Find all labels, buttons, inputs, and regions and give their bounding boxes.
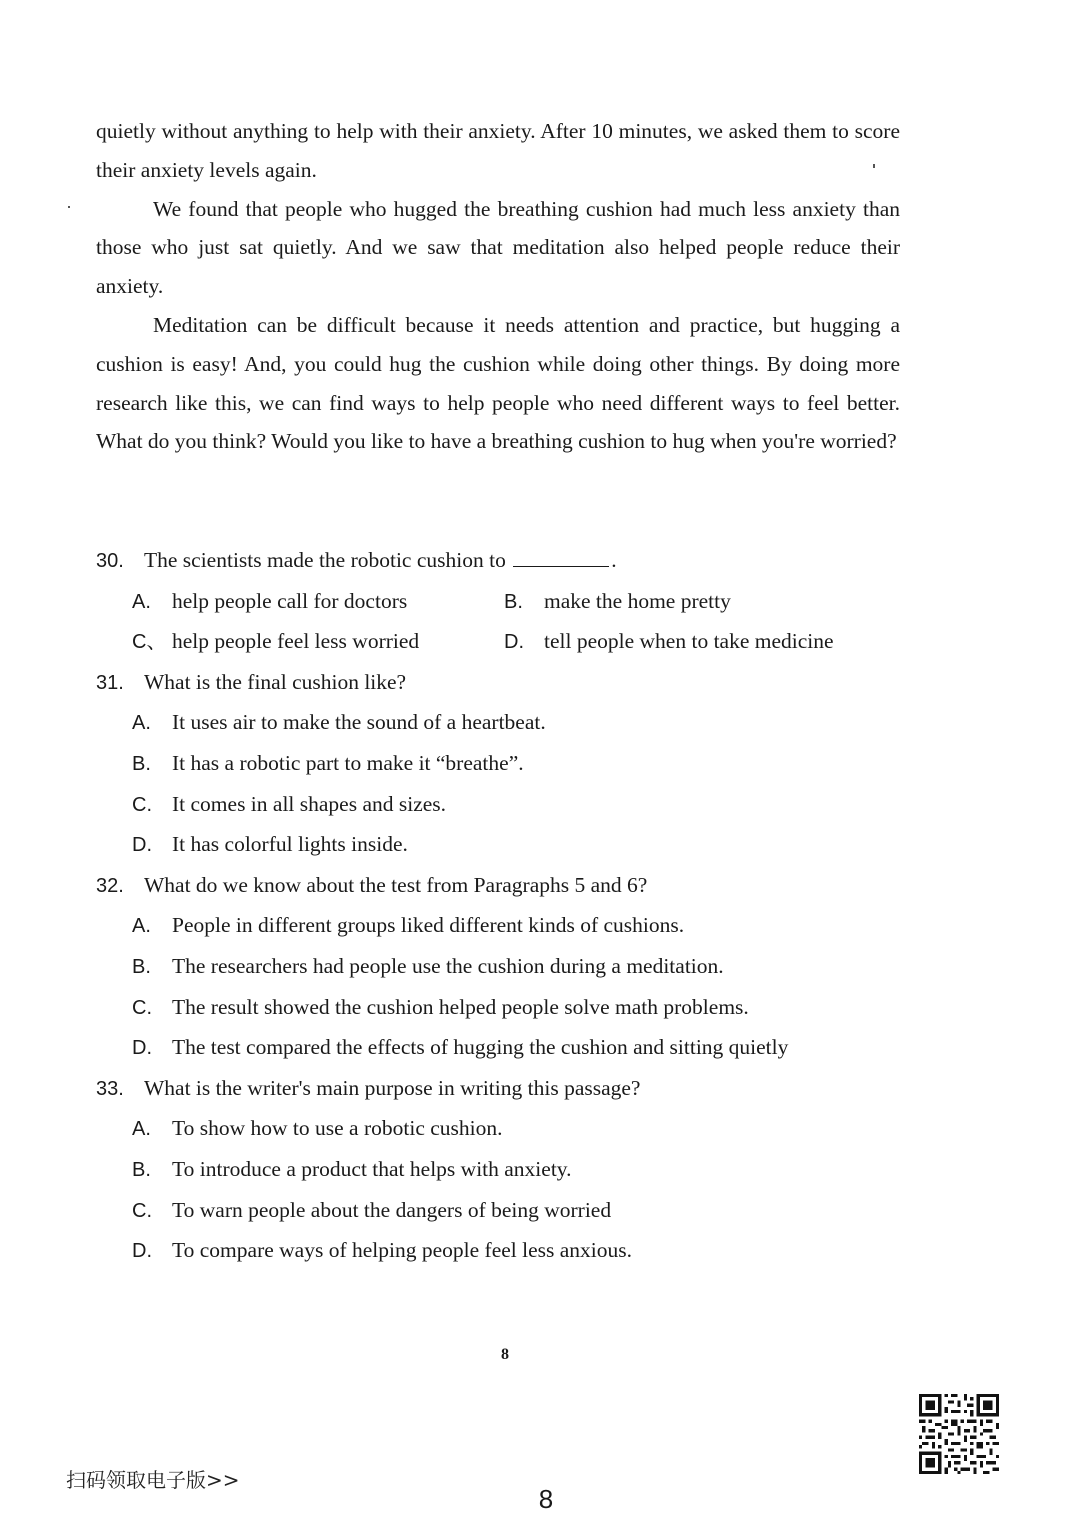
option-d [96, 1231, 900, 1272]
passage-paragraph: Meditation can be difficult because it needs attention and practice, but hugging a cushion is easy! And, you could hug the cushion while doing other things. By doing more research like this, we can find ways to help people who need different ways to feel better. What do you think? Would you like to have a breathing cushion to hug when you're worried? [96, 312, 900, 454]
option-letter: A. [132, 1118, 151, 1141]
question-text-end: . [611, 548, 617, 572]
option-text: The researchers had people use the cushion during a meditation. [172, 953, 724, 978]
question-30-options-row-2 [96, 622, 900, 663]
option-c [132, 622, 504, 663]
question-number: 30. [96, 550, 124, 572]
option-letter: C、 [132, 631, 167, 654]
option-text: To warn people about the dangers of being worried [172, 1197, 612, 1222]
option-a [96, 703, 900, 744]
option-text: It comes in all shapes and sizes. [172, 791, 447, 816]
option-letter: D. [132, 834, 152, 857]
question-number: 33. [96, 1077, 124, 1100]
passage-paragraph: quietly without anything to help with their anxiety. After 10 minutes, we asked them to score their anxiety levels again. [96, 119, 900, 182]
option-letter: A. [132, 590, 151, 613]
option-letter: D. [504, 631, 524, 654]
option-b [504, 582, 876, 623]
question-33-stem [96, 1069, 900, 1110]
question-text: What is the final cushion like? [144, 669, 407, 694]
option-letter: C. [132, 996, 152, 1019]
option-text: It uses air to make the sound of a heartbeat. [172, 710, 546, 735]
printed-page-number: 8 [501, 1346, 509, 1363]
option-letter: D. [132, 1240, 152, 1263]
question-32-stem [96, 866, 900, 907]
option-b [96, 1150, 900, 1191]
option-d [96, 1028, 900, 1069]
scan-speck [68, 206, 70, 208]
question-30-stem [96, 541, 900, 582]
option-c [96, 1191, 900, 1232]
option-text: To show how to use a robotic cushion. [172, 1116, 503, 1141]
option-text: help people call for doctors [172, 588, 408, 613]
option-text: To compare ways of helping people feel less anxious. [172, 1238, 633, 1263]
option-letter: A. [132, 915, 151, 938]
option-text: help people feel less worried [172, 629, 420, 654]
option-letter: B. [132, 752, 151, 775]
scan-for-electronic-version-text: 扫码领取电子版>> [66, 1468, 240, 1492]
option-d [96, 825, 900, 866]
option-a [96, 906, 900, 947]
option-text: tell people when to take medicine [544, 629, 834, 654]
option-a [132, 582, 504, 623]
question-30-options-row-1 [96, 582, 900, 623]
answer-blank [513, 548, 609, 567]
passage-paragraph: We found that people who hugged the breathing cushion had much less anxiety than those who just sat quietly. And we saw that meditation also helped people reduce their anxiety. [96, 196, 900, 299]
option-letter: B. [504, 590, 523, 613]
option-letter: B. [132, 955, 151, 978]
question-text: The scientists made the robotic cushion to [144, 548, 506, 572]
option-b [96, 744, 900, 785]
option-letter: C. [132, 1199, 152, 1222]
option-text: To introduce a product that helps with anxiety. [172, 1156, 572, 1181]
option-letter: A. [132, 712, 151, 735]
option-text: The result showed the cushion helped people solve math problems. [172, 994, 749, 1019]
option-a [96, 1109, 900, 1150]
question-number: 32. [96, 874, 124, 897]
footer-page-number: 8 [538, 1484, 554, 1514]
option-letter: D. [132, 1037, 152, 1060]
option-letter: C. [132, 793, 152, 816]
option-text: The test compared the effects of hugging the cushion and sitting quietly [172, 1035, 789, 1060]
question-text: What do we know about the test from Paragraphs 5 and 6? [144, 872, 648, 897]
option-d [504, 622, 876, 663]
option-b [96, 947, 900, 988]
question-text: What is the writer's main purpose in writing this passage? [144, 1075, 641, 1100]
option-text: It has a robotic part to make it “breathe”. [172, 750, 524, 775]
option-c [96, 785, 900, 826]
option-letter: B. [132, 1158, 151, 1181]
question-list [96, 541, 900, 1272]
question-number: 31. [96, 671, 124, 694]
option-c [96, 988, 900, 1029]
option-text: It has colorful lights inside. [172, 832, 408, 857]
option-text: People in different groups liked different kinds of cushions. [172, 913, 685, 938]
reading-passage [96, 112, 900, 461]
option-text: make the home pretty [544, 588, 731, 613]
question-31-stem [96, 663, 900, 704]
qr-code-icon[interactable] [918, 1394, 1000, 1474]
